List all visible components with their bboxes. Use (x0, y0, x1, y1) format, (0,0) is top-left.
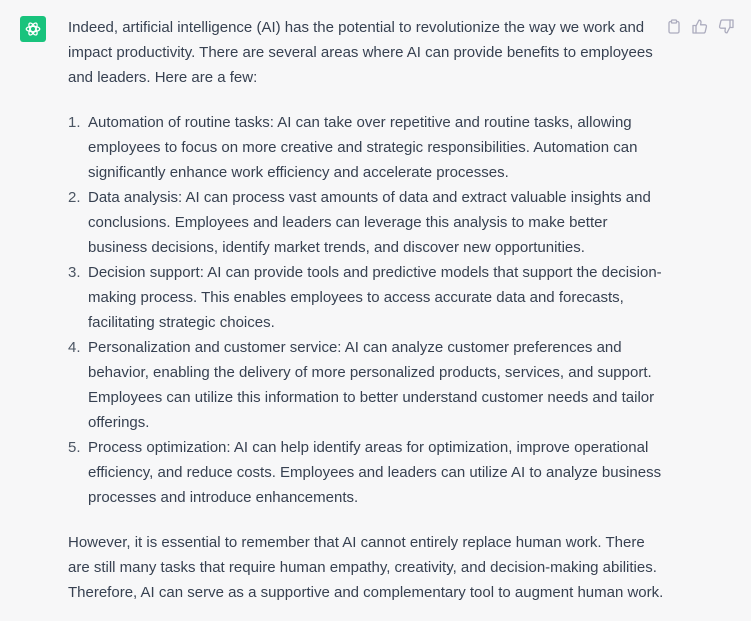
assistant-message (68, 15, 668, 605)
list-item (68, 435, 668, 510)
list-item-text: Automation of routine tasks: AI can take over repetitive and routine tasks, allowing employees to focus on more creative and strategic responsibilities. Automation can significantly enhance work efficiency and accelerate processes. (88, 114, 638, 181)
list-item-number: 5. (68, 439, 81, 456)
list-item-number: 2. (68, 189, 81, 206)
message-list (68, 110, 668, 510)
list-item (68, 260, 668, 335)
list-item (68, 185, 668, 260)
message-actions (664, 17, 736, 35)
assistant-avatar (20, 16, 46, 42)
message-intro: Indeed, artificial intelligence (AI) has the potential to revolutionize the way we work and impact productivity. There are several areas where AI can provide benefits to employees and leaders. Here are a few: (68, 19, 653, 86)
thumbs-up-icon (692, 19, 708, 34)
copy-button[interactable] (664, 17, 684, 35)
openai-logo-icon (24, 20, 42, 38)
thumbs-up-button[interactable] (690, 17, 710, 35)
list-item-text: Personalization and customer service: AI can analyze customer preferences and behavior, enabling the delivery of more personalized products, services, and support. Employees can utilize this information to better understand customer needs and tailor offerings. (88, 339, 655, 431)
thumbs-down-button[interactable] (716, 17, 736, 35)
list-item-text: Data analysis: AI can process vast amounts of data and extract valuable insights and conclusions. Employees and leaders can leverage this analysis to make better business decisions, identify market trends, and discover new opportunities. (88, 189, 651, 256)
list-item-number: 3. (68, 264, 81, 281)
list-item-text: Decision support: AI can provide tools and predictive models that support the decision-making process. This enables employees to access accurate data and forecasts, facilitating strategic choices. (88, 264, 662, 331)
thumbs-down-icon (718, 19, 734, 34)
list-item-number: 1. (68, 114, 81, 131)
message-conclusion: However, it is essential to remember that AI cannot entirely replace human work. There are still many tasks that require human empathy, creativity, and decision-making abilities. Therefore, AI can serve as a supportive and complementary tool to augment human work. (68, 534, 664, 601)
list-item-text: Process optimization: AI can help identify areas for optimization, improve operational efficiency, and reduce costs. Employees and leaders can utilize AI to analyze business processes and introduce enhancements. (88, 439, 662, 506)
list-item (68, 335, 668, 435)
list-item (68, 110, 668, 185)
list-item-number: 4. (68, 339, 81, 356)
clipboard-icon (667, 19, 681, 34)
